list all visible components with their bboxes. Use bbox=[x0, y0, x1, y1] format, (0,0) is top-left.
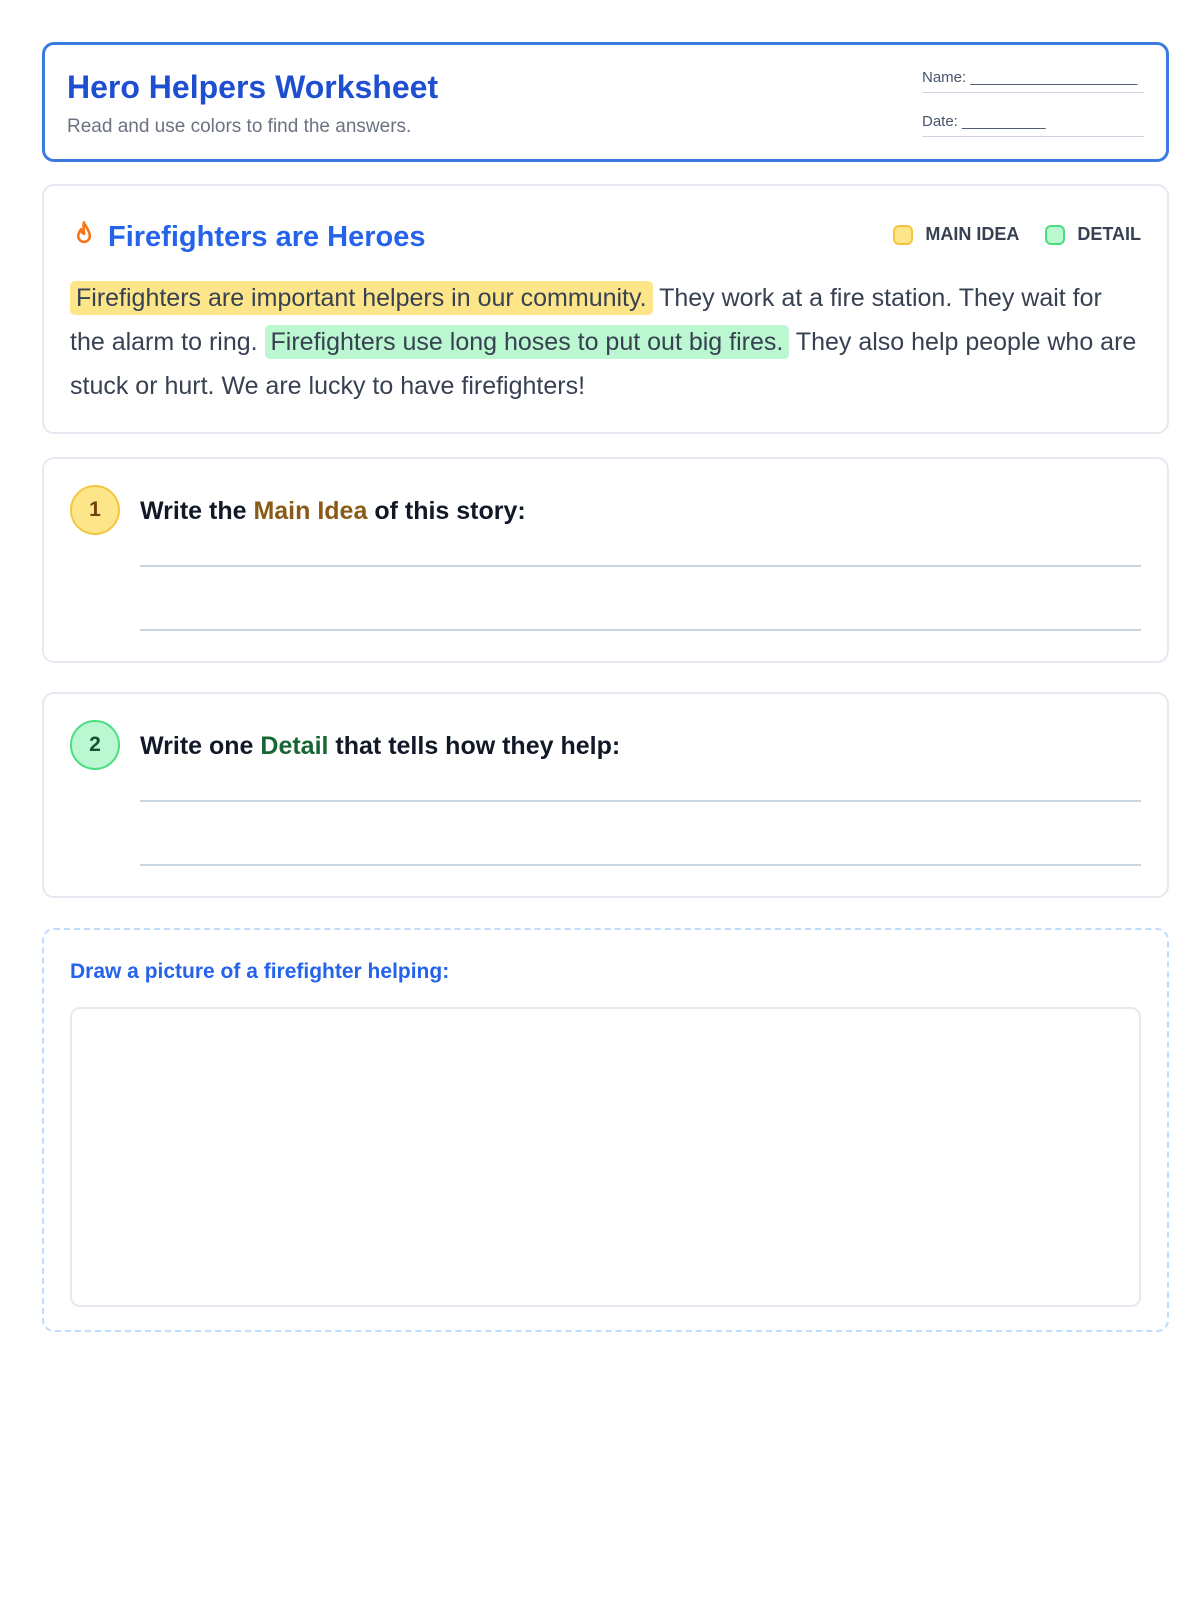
main-idea-swatch bbox=[893, 225, 913, 245]
question-1-number: 1 bbox=[70, 485, 120, 535]
legend-main-idea-label: MAIN IDEA bbox=[925, 224, 1020, 244]
drawing-card bbox=[42, 928, 1169, 1332]
main-idea-highlight: Firefighters are important helpers in our community. bbox=[70, 281, 653, 315]
question-1-prompt bbox=[140, 497, 526, 526]
detail-swatch bbox=[1045, 225, 1065, 245]
fire-icon bbox=[70, 220, 98, 255]
answer-line[interactable] bbox=[140, 565, 1141, 567]
story-text-part-2: They also help people who are stuck or hurt. We are lucky to have firefighters! bbox=[70, 328, 1137, 400]
story-title: Firefighters are Heroes bbox=[108, 221, 426, 253]
question-2-prefix: Write one bbox=[140, 732, 261, 760]
question-2-keyword: Detail bbox=[260, 732, 329, 760]
question-2-number: 2 bbox=[70, 720, 120, 770]
color-legend bbox=[893, 224, 1141, 245]
answer-line[interactable] bbox=[140, 864, 1141, 866]
question-1-keyword: Main Idea bbox=[253, 497, 368, 525]
story-text-part-1: They work at a fire station. They wait for the alarm to ring. bbox=[70, 284, 1102, 356]
legend-main-idea bbox=[893, 224, 1019, 245]
story-card bbox=[42, 184, 1169, 434]
name-field[interactable]: Name: ____________________ bbox=[922, 69, 1144, 93]
worksheet-title: Hero Helpers Worksheet bbox=[67, 69, 439, 105]
answer-line[interactable] bbox=[140, 800, 1141, 802]
question-1-card bbox=[42, 457, 1169, 663]
question-2-suffix: that tells how they help: bbox=[328, 732, 621, 760]
legend-detail bbox=[1045, 224, 1141, 245]
worksheet-header bbox=[42, 42, 1169, 162]
worksheet-subtitle: Read and use colors to find the answers. bbox=[67, 116, 412, 137]
drawing-prompt: Draw a picture of a firefighter helping: bbox=[70, 960, 450, 983]
date-field[interactable]: Date: __________ bbox=[922, 113, 1144, 137]
drawing-area[interactable] bbox=[70, 1007, 1141, 1307]
detail-highlight: Firefighters use long hoses to put out big fires. bbox=[265, 325, 790, 359]
question-1-prefix: Write the bbox=[140, 497, 254, 525]
legend-detail-label: DETAIL bbox=[1077, 224, 1141, 244]
story-heading bbox=[70, 220, 426, 255]
question-2-prompt bbox=[140, 732, 620, 761]
question-1-suffix: of this story: bbox=[367, 497, 526, 525]
question-2-card bbox=[42, 692, 1169, 898]
answer-line[interactable] bbox=[140, 629, 1141, 631]
story-paragraph bbox=[70, 276, 1141, 408]
